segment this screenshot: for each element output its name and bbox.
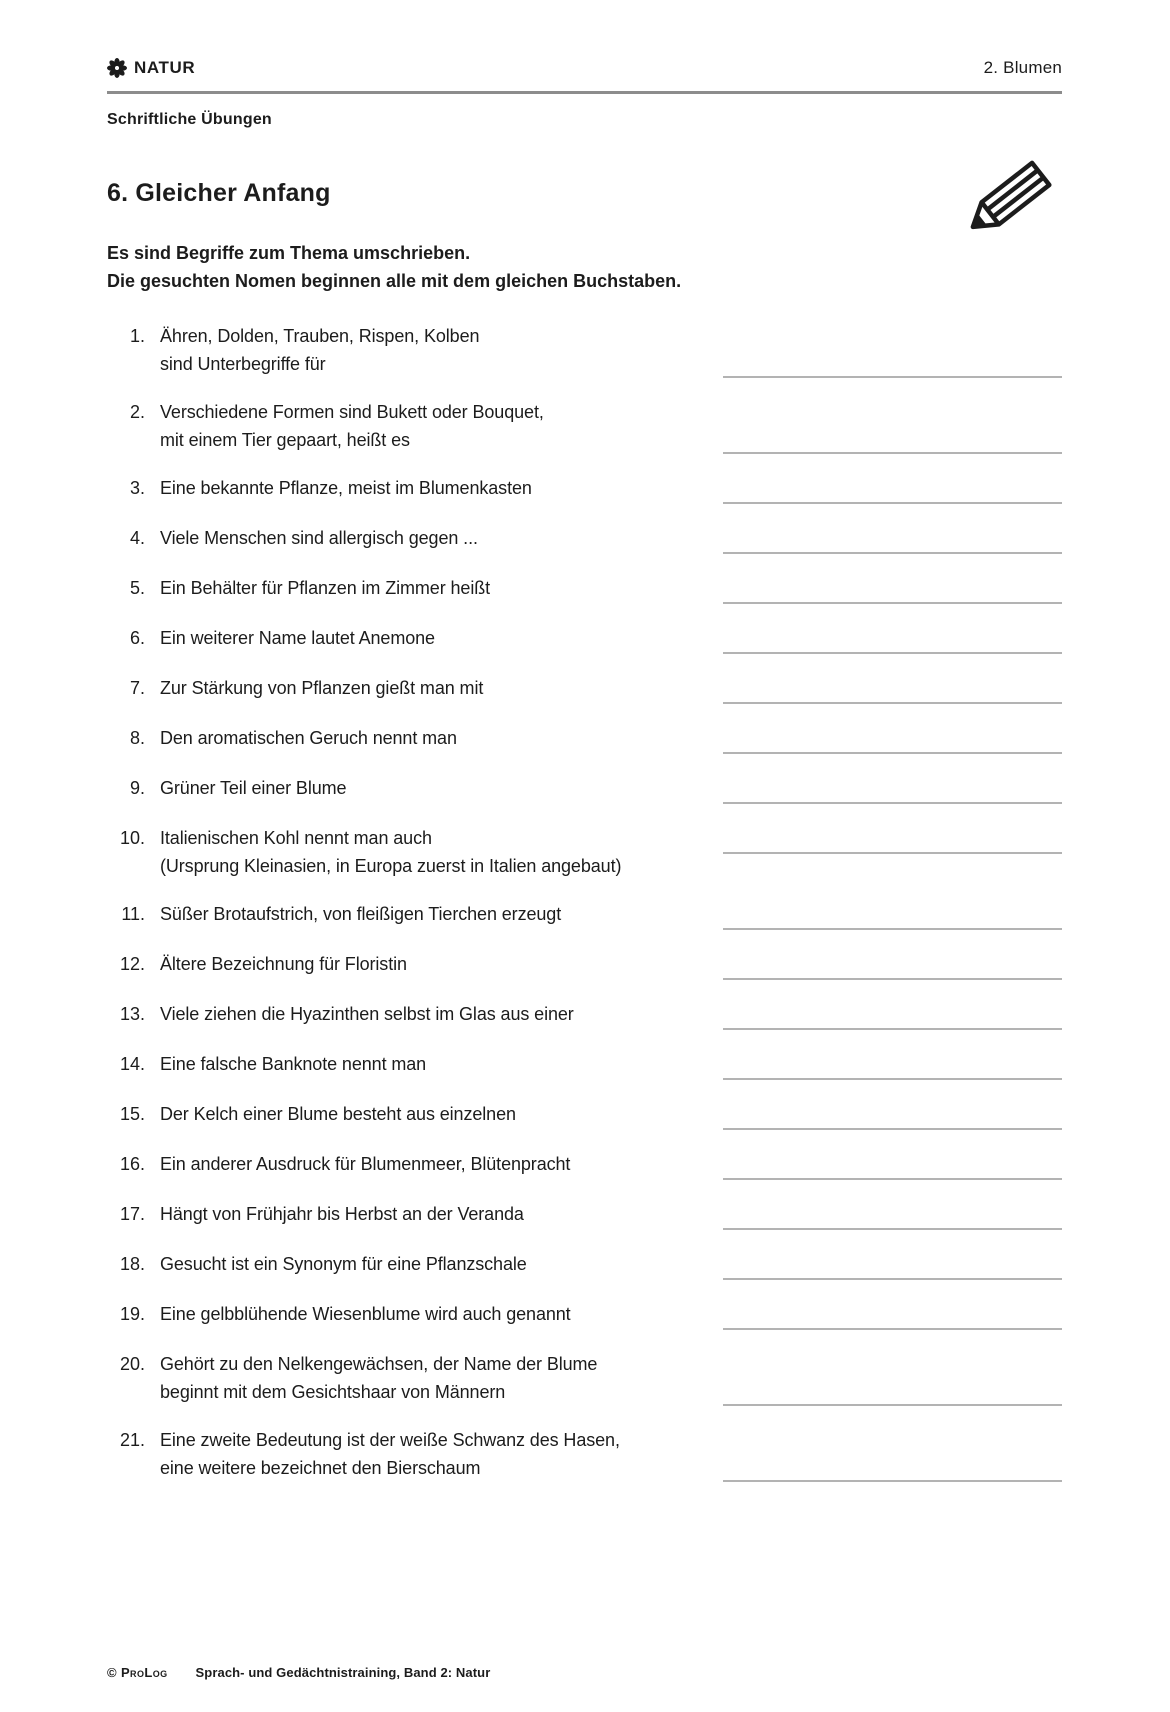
item-number: 14.: [119, 1054, 145, 1074]
item-number: 4.: [129, 528, 145, 548]
item-text-line: Zur Stärkung von Pflanzen gießt man mit: [160, 678, 484, 698]
item-number: 3.: [129, 478, 145, 498]
item-number: 17.: [119, 1204, 145, 1224]
header-rule: [107, 91, 1062, 94]
credit-label: Sprach- und Gedächtnistraining, Band 2: Natur: [195, 1665, 491, 1680]
item-number: 5.: [129, 578, 145, 598]
item-text-line: mit einem Tier gepaart, heißt es: [160, 430, 410, 450]
item-number: 16.: [119, 1154, 145, 1174]
item-text-line: Eine gelbblühende Wiesenblume wird auch genannt: [160, 1304, 571, 1324]
answer-blank[interactable]: [723, 674, 1062, 704]
item-text: [160, 1426, 723, 1482]
copyright-label: © ProLog: [107, 1665, 168, 1680]
question-row: [107, 1200, 1062, 1230]
item-text: [160, 322, 723, 378]
answer-blank[interactable]: [723, 774, 1062, 804]
answer-blank[interactable]: [723, 900, 1062, 930]
instruction-line: Es sind Begriffe zum Thema umschrieben.: [107, 243, 471, 263]
item-text-line: Ein Behälter für Pflanzen im Zimmer heißt: [160, 578, 491, 598]
item-number: 1.: [129, 326, 145, 346]
item-number: 2.: [129, 402, 145, 422]
question-row: [107, 322, 1062, 378]
chapter-label: 2. Blumen: [983, 58, 1062, 77]
page-footer: [107, 1665, 490, 1680]
question-row: [107, 824, 1062, 880]
item-number: 19.: [119, 1304, 145, 1324]
item-text: [160, 1050, 723, 1080]
flower-icon: [107, 58, 127, 78]
item-text-line: Eine zweite Bedeutung ist der weiße Schwanz des Hasen,: [160, 1430, 620, 1450]
answer-blank[interactable]: [723, 348, 1062, 378]
section-label: Schriftliche Übungen: [107, 111, 272, 128]
answer-blank[interactable]: [723, 1000, 1062, 1030]
item-text: [160, 1300, 723, 1330]
item-text-line: (Ursprung Kleinasien, in Europa zuerst in Italien angebaut): [160, 856, 622, 876]
answer-blank[interactable]: [723, 1150, 1062, 1180]
answer-blank[interactable]: [723, 424, 1062, 454]
item-number: 10.: [119, 828, 145, 848]
answer-blank[interactable]: [723, 1376, 1062, 1406]
item-text-line: Viele Menschen sind allergisch gegen ...: [160, 528, 478, 548]
brand-label: NATUR: [134, 58, 196, 77]
item-number: 7.: [129, 678, 145, 698]
item-text-line: Süßer Brotaufstrich, von fleißigen Tierchen erzeugt: [160, 904, 562, 924]
item-number: 11.: [121, 904, 145, 924]
item-text-line: Grüner Teil einer Blume: [160, 778, 347, 798]
item-text: [160, 950, 723, 980]
item-number: 13.: [119, 1004, 145, 1024]
answer-blank[interactable]: [723, 1050, 1062, 1080]
pencil-icon: [958, 153, 1054, 249]
answer-blank[interactable]: [723, 524, 1062, 554]
item-text: [160, 1150, 723, 1180]
question-row: [107, 1426, 1062, 1482]
item-text: [160, 574, 723, 604]
question-row: [107, 474, 1062, 504]
item-number: 20.: [119, 1354, 145, 1374]
answer-blank[interactable]: [723, 824, 1062, 854]
instructions: [107, 239, 1062, 295]
answer-blank[interactable]: [723, 624, 1062, 654]
item-text-line: Ähren, Dolden, Trauben, Rispen, Kolben: [160, 326, 480, 346]
item-text-line: Italienischen Kohl nennt man auch: [160, 828, 432, 848]
question-row: [107, 1150, 1062, 1180]
item-number: 18.: [119, 1254, 145, 1274]
item-text-line: beginnt mit dem Gesichtshaar von Männern: [160, 1382, 506, 1402]
question-row: [107, 900, 1062, 930]
item-text: [160, 524, 723, 554]
item-text-line: Ältere Bezeichnung für Floristin: [160, 954, 407, 974]
item-text-line: Hängt von Frühjahr bis Herbst an der Veranda: [160, 1204, 524, 1224]
item-text-line: Gehört zu den Nelkengewächsen, der Name der Blume: [160, 1354, 598, 1374]
item-text-line: Verschiedene Formen sind Bukett oder Bouquet,: [160, 402, 544, 422]
answer-blank[interactable]: [723, 724, 1062, 754]
question-row: [107, 774, 1062, 804]
item-number: 15.: [119, 1104, 145, 1124]
question-row: [107, 1100, 1062, 1130]
instruction-line: Die gesuchten Nomen beginnen alle mit dem gleichen Buchstaben.: [107, 271, 682, 291]
item-number: 6.: [129, 628, 145, 648]
item-text: [160, 1350, 723, 1406]
answer-blank[interactable]: [723, 574, 1062, 604]
item-text-line: Eine bekannte Pflanze, meist im Blumenkasten: [160, 478, 532, 498]
item-text: [160, 824, 723, 880]
item-number: 12.: [119, 954, 145, 974]
item-text: [160, 1200, 723, 1230]
item-text: [160, 774, 723, 804]
item-text: [160, 1000, 723, 1030]
answer-blank[interactable]: [723, 1200, 1062, 1230]
item-number: 9.: [129, 778, 145, 798]
page-title: 6. Gleicher Anfang: [107, 179, 331, 207]
question-row: [107, 624, 1062, 654]
item-text: [160, 674, 723, 704]
item-text: [160, 724, 723, 754]
item-text: [160, 398, 723, 454]
question-row: [107, 398, 1062, 454]
item-text-line: Den aromatischen Geruch nennt man: [160, 728, 457, 748]
item-text-line: Der Kelch einer Blume besteht aus einzelnen: [160, 1104, 516, 1124]
question-row: [107, 1000, 1062, 1030]
question-row: [107, 1250, 1062, 1280]
answer-blank[interactable]: [723, 1100, 1062, 1130]
item-text-line: Gesucht ist ein Synonym für eine Pflanzschale: [160, 1254, 527, 1274]
item-text-line: Ein anderer Ausdruck für Blumenmeer, Blütenpracht: [160, 1154, 571, 1174]
question-list: [107, 322, 1062, 1482]
answer-blank[interactable]: [723, 1300, 1062, 1330]
question-row: [107, 1050, 1062, 1080]
question-row: [107, 1350, 1062, 1406]
worksheet-page: [0, 58, 1170, 1712]
item-text: [160, 1250, 723, 1280]
question-row: [107, 724, 1062, 754]
item-text-line: Viele ziehen die Hyazinthen selbst im Glas aus einer: [160, 1004, 574, 1024]
brand: [107, 58, 195, 78]
question-row: [107, 674, 1062, 704]
item-text-line: eine weitere bezeichnet den Bierschaum: [160, 1458, 481, 1478]
item-text-line: Ein weiterer Name lautet Anemone: [160, 628, 435, 648]
question-row: [107, 1300, 1062, 1330]
item-text-line: sind Unterbegriffe für: [160, 354, 326, 374]
question-row: [107, 524, 1062, 554]
question-row: [107, 950, 1062, 980]
answer-blank[interactable]: [723, 1250, 1062, 1280]
answer-blank[interactable]: [723, 950, 1062, 980]
item-text: [160, 474, 723, 504]
item-text: [160, 1100, 723, 1130]
question-row: [107, 574, 1062, 604]
page-header: [107, 58, 1062, 78]
item-text-line: Eine falsche Banknote nennt man: [160, 1054, 427, 1074]
item-text: [160, 900, 723, 930]
answer-blank[interactable]: [723, 474, 1062, 504]
item-number: 8.: [129, 728, 145, 748]
item-number: 21.: [119, 1430, 145, 1450]
item-text: [160, 624, 723, 654]
answer-blank[interactable]: [723, 1452, 1062, 1482]
